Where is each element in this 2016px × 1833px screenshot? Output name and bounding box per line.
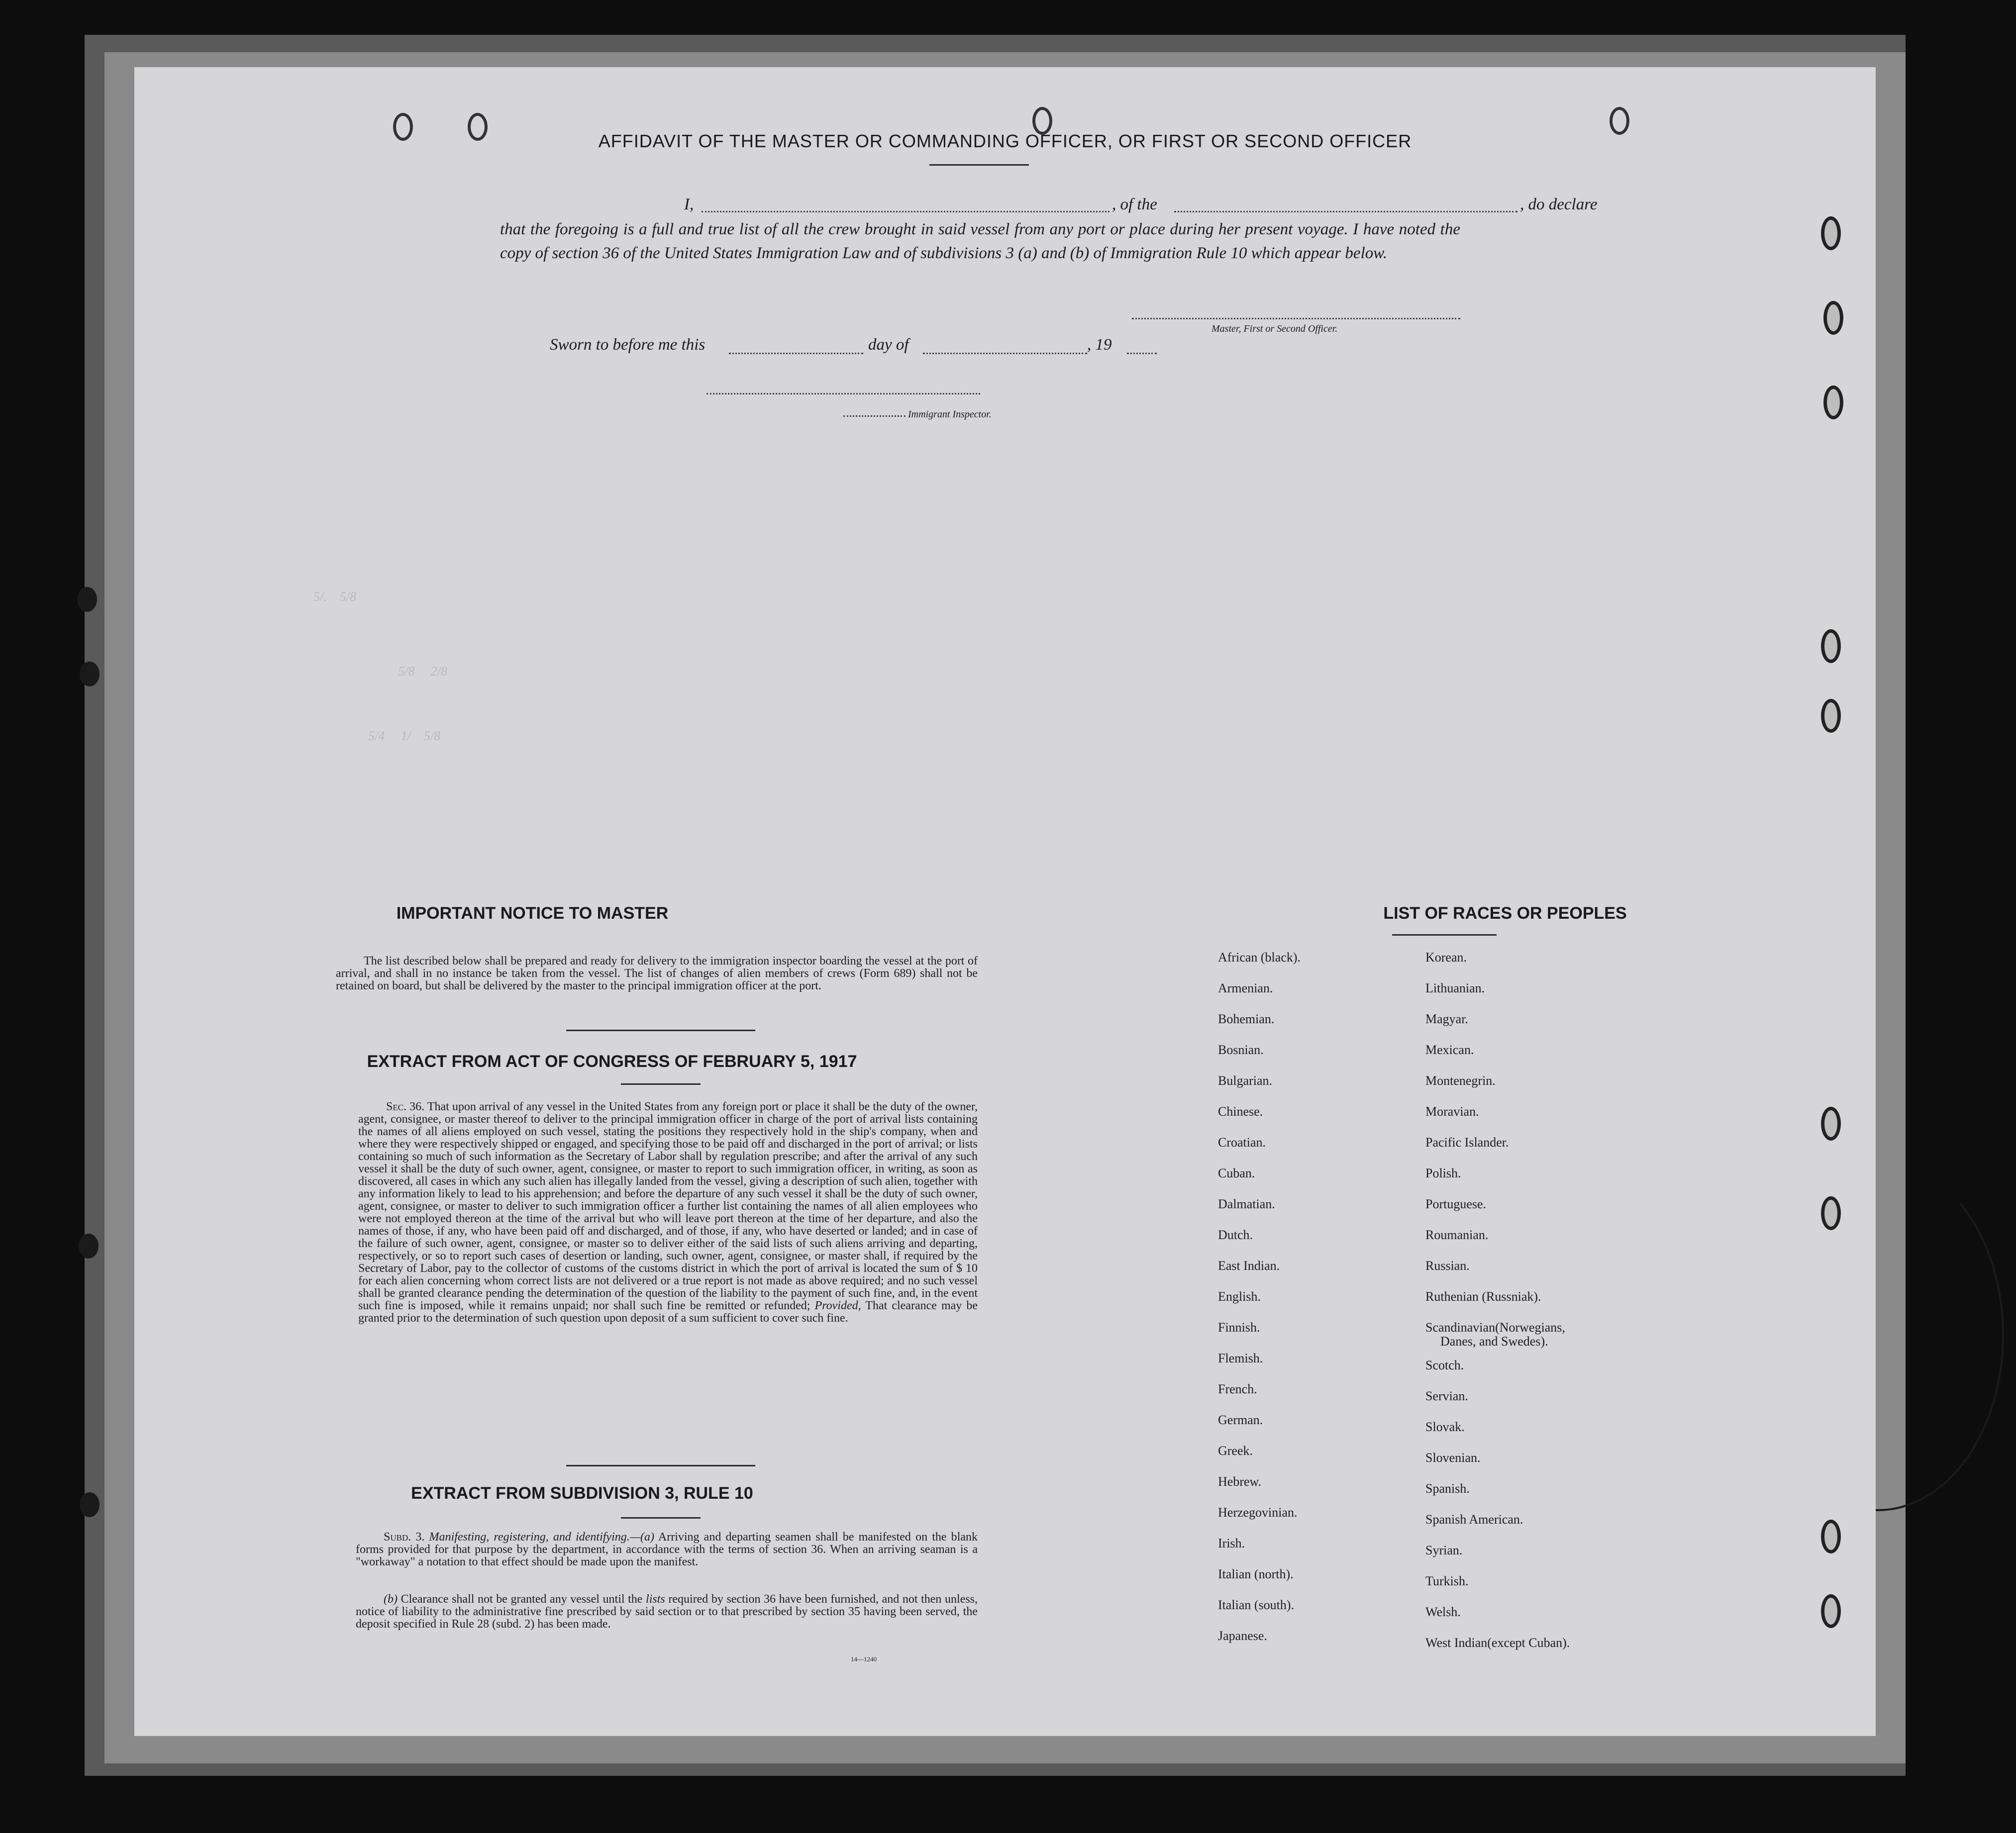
- race-item: Moravian.: [1425, 1104, 1479, 1119]
- extract-act-title: EXTRACT FROM ACT OF CONGRESS OF FEBRUARY 5, 1917: [367, 1052, 857, 1071]
- race-item: Spanish American.: [1425, 1512, 1523, 1527]
- races-title: LIST OF RACES OR PEOPLES: [1383, 904, 1627, 923]
- part-b-text-1: Clearance shall not be granted any vessel until the: [401, 1593, 643, 1606]
- race-item: Korean.: [1425, 950, 1467, 965]
- race-item: Lithuanian.: [1425, 981, 1485, 995]
- race-item: East Indian.: [1218, 1258, 1280, 1273]
- inspector-signature-field[interactable]: [706, 393, 980, 394]
- race-item: Italian (north).: [1218, 1567, 1294, 1581]
- race-item: Italian (south).: [1218, 1598, 1295, 1612]
- race-item: African (black).: [1218, 950, 1301, 965]
- subd-label: Subd. 3.: [384, 1531, 425, 1544]
- inspector-leader-dots: [843, 415, 906, 417]
- races-rule: [1392, 934, 1497, 936]
- race-item: Portuguese.: [1425, 1197, 1487, 1211]
- section-36-text: [358, 1101, 978, 1325]
- race-item: Greek.: [1218, 1444, 1253, 1458]
- race-item: Bohemian.: [1218, 1012, 1275, 1026]
- do-declare-label: , do declare: [1520, 195, 1598, 213]
- race-item: Syrian.: [1425, 1543, 1463, 1557]
- notice-title: IMPORTANT NOTICE TO MASTER: [396, 904, 669, 923]
- notice-text: The list described below shall be prepared and ready for delivery to the immigration inspector boarding the vessel at the port of arrival, and shall in no instance be taken from the vessel. The list of changes of alien members of crews (Form 689) shall not be retained on board, but shall be delivered by the master to the principal immigration officer at the port.: [336, 955, 978, 992]
- race-item: Armenian.: [1218, 981, 1273, 995]
- master-signature-caption: Master, First or Second Officer.: [1211, 323, 1338, 334]
- race-item: Slovenian.: [1425, 1450, 1481, 1465]
- race-item: Slovak.: [1425, 1420, 1465, 1434]
- race-item: Polish.: [1425, 1166, 1461, 1180]
- binder-hole: [80, 1492, 100, 1517]
- race-item: Russian.: [1425, 1258, 1470, 1273]
- race-item: Montenegrin.: [1425, 1073, 1496, 1088]
- declarant-prefix: I,: [684, 195, 694, 213]
- punch-hole: [1821, 1107, 1841, 1141]
- inspector-caption: Immigrant Inspector.: [908, 409, 992, 420]
- sworn-label: Sworn to before me this: [550, 336, 706, 354]
- section-label: Sec. 36.: [386, 1100, 425, 1113]
- declaration-text: that the foregoing is a full and true list of all the crew brought in said vessel from any port or place during her present voyage. I have noted the copy of section 36 of the United States Immigration Law and of subdivisions 3 (a) and (b) of Immigration Rule 10 which appear below.: [500, 220, 1460, 262]
- binder-hole: [77, 587, 97, 612]
- rule-part-a-text: Arriving and departing seamen shall be manifested on the blank forms provided for that purpose by the department, in accordance with the terms of section 36. When an arriving seaman is a "workaway" a notation to that effect should be made upon the manifest.: [356, 1531, 978, 1568]
- punch-hole: [1821, 1196, 1841, 1230]
- extract-rule-separator: [566, 1465, 755, 1466]
- master-signature-field[interactable]: [1132, 318, 1460, 319]
- punch-hole: [1823, 301, 1843, 335]
- title-rule: [929, 164, 1029, 166]
- sworn-month-field[interactable]: [923, 353, 1087, 354]
- race-item: Flemish.: [1218, 1351, 1263, 1365]
- of-the-label: , of the: [1112, 195, 1157, 213]
- race-item: Magyar.: [1425, 1012, 1468, 1026]
- extract-rule-rule: [621, 1517, 701, 1519]
- race-item: Mexican.: [1425, 1043, 1474, 1057]
- punch-hole: [1821, 699, 1841, 733]
- race-item: Croatian.: [1218, 1135, 1266, 1150]
- punch-hole: [1821, 216, 1841, 250]
- race-item: English.: [1218, 1289, 1261, 1304]
- punch-hole: [1823, 386, 1843, 419]
- race-item: Bulgarian.: [1218, 1073, 1273, 1088]
- vessel-name-field[interactable]: [1174, 211, 1517, 212]
- race-item: Finnish.: [1218, 1320, 1260, 1335]
- part-b-label: (b): [384, 1593, 398, 1606]
- race-item: Chinese.: [1218, 1104, 1263, 1119]
- extract-rule-title: EXTRACT FROM SUBDIVISION 3, RULE 10: [411, 1484, 753, 1503]
- race-item: Dalmatian.: [1218, 1197, 1275, 1211]
- race-item: Dutch.: [1218, 1228, 1253, 1242]
- race-item: West Indian(except Cuban).: [1425, 1636, 1570, 1650]
- race-item-continuation: Danes, and Swedes).: [1440, 1334, 1548, 1349]
- race-item: Bosnian.: [1218, 1043, 1264, 1057]
- form-number: 14—1240: [851, 1655, 877, 1663]
- race-item: Turkish.: [1425, 1574, 1469, 1588]
- binder-hole: [79, 1234, 99, 1258]
- year-prefix: , 19: [1087, 336, 1112, 354]
- race-item: Japanese.: [1218, 1629, 1267, 1643]
- race-item: Spanish.: [1425, 1481, 1470, 1496]
- extract-act-rule: [621, 1083, 701, 1085]
- punch-hole: [1821, 629, 1841, 663]
- subd-heading: Manifesting, registering, and identifying.—(a): [429, 1531, 655, 1544]
- rule-part-a: [356, 1531, 978, 1568]
- punch-hole: [1821, 1520, 1841, 1553]
- declarant-name-field[interactable]: [702, 211, 1109, 212]
- race-item: Ruthenian (Russniak).: [1425, 1289, 1541, 1304]
- sworn-year-field[interactable]: [1127, 353, 1157, 354]
- sworn-day-field[interactable]: [729, 353, 863, 354]
- binder-hole: [80, 662, 100, 686]
- race-item: French.: [1218, 1382, 1257, 1396]
- race-item: Roumanian.: [1425, 1228, 1489, 1242]
- race-item: German.: [1218, 1413, 1263, 1427]
- affidavit-title: AFFIDAVIT OF THE MASTER OR COMMANDING OFFICER, OR FIRST OR SECOND OFFICER: [598, 131, 1412, 151]
- manifest-page: [134, 67, 1876, 1736]
- section-36-tail: That clearance may be granted prior to the determination of such question upon deposit of a sum sufficient to cover such fine.: [358, 1299, 978, 1325]
- rule-part-b: [356, 1593, 978, 1631]
- part-b-text-2: required by section 36 have been furnished, and not then unless, notice of liability to the administrative fine prescribed by said section or to that prescribed by section 35 having been served, the deposit specified in Rule 28 (subd. 2) has been made.: [356, 1593, 978, 1631]
- part-b-lists: lists: [646, 1593, 665, 1606]
- provided-word: Provided,: [814, 1299, 861, 1312]
- race-item: Herzegovinian.: [1218, 1505, 1298, 1520]
- race-item: Scandinavian(Norwegians,: [1425, 1320, 1565, 1335]
- day-of-label: day of: [868, 336, 909, 354]
- section-36-body: That upon arrival of any vessel in the United States from any foreign port or place it shall be the duty of the owner, agent, consignee, or master thereof to deliver to the principal immigration officer in charge of the port of arrival lists containing the names of all aliens employed on such vessel, stating the positions they respectively hold in the ship's company, when and where they were respectively shipped or engaged, and specifying those to be paid off and discharged in the port of arrival; or lists containing so much of such information as the Secretary of Labor shall by regulation prescribe; and after the arrival of any such vessel it shall be the duty of such owner, agent, consignee, or master to report to such immigration officer, in writing, as soon as discovered, all cases in which any such alien has illegally landed from the vessel, giving a description of such alien, together with any information likely to lead to his apprehension; and before the departure of any such vessel it shall be the duty of such owner, agent, consignee, or master to deliver to such immigration officer a further list containing the names of all alien employees who were not employed thereon at the time of the arrival but who will leave port thereon at the time of her departure, and also the names of those, if any, who have been paid off and discharged, and of those, if any, who have deserted or landed; and in case of the failure of such owner, agent, consignee, or master so to deliver either of the said lists of such aliens arriving and departing, respectively, or so to report such cases of desertion or landing, such owner, agent, consignee, or master shall, if required by the Secretary of Labor, pay to the collector of customs of the customs district in which the port of arrival is located the sum of $ 10 for each alien concerning whom correct lists are not delivered or a true report is not made as above required; and no such vessel shall be granted clearance pending the determination of the question of the liability to the payment of such fine, and, in the event such fine is imposed, while it remains unpaid; nor shall such fine be remitted or refunded;: [358, 1100, 978, 1312]
- bleed-through-marks: 5/8 2/8: [398, 664, 447, 678]
- race-item: Welsh.: [1425, 1605, 1461, 1619]
- notice-rule: [566, 1030, 755, 1031]
- race-item: Servian.: [1425, 1389, 1468, 1403]
- race-item: Scotch.: [1425, 1358, 1464, 1372]
- race-item: Cuban.: [1218, 1166, 1255, 1180]
- bleed-through-marks: 5/. 5/8: [313, 589, 356, 604]
- race-item: Hebrew.: [1218, 1474, 1262, 1489]
- race-item: Irish.: [1218, 1536, 1245, 1550]
- punch-hole: [1821, 1594, 1841, 1628]
- race-item: Pacific Islander.: [1425, 1135, 1509, 1150]
- bleed-through-marks: 5/4 1/ 5/8: [368, 729, 441, 743]
